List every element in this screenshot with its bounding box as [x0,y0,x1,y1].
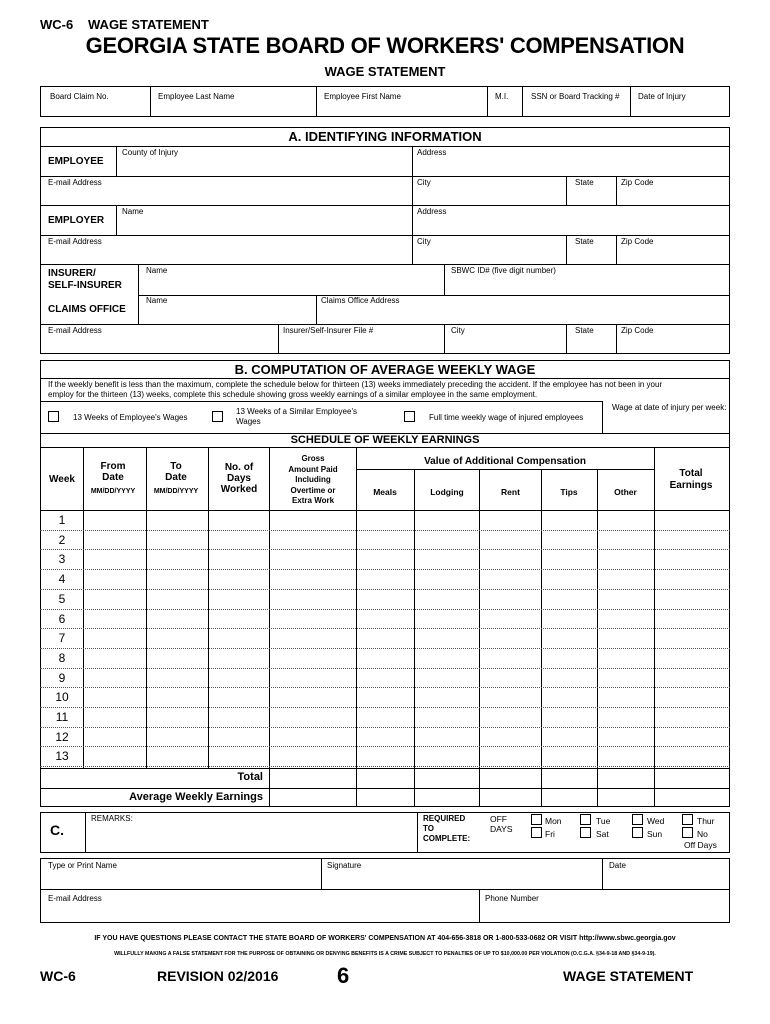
footer-title: WAGE STATEMENT [563,968,694,984]
date-of-injury-field[interactable]: Date of Injury [638,92,686,101]
fri-checkbox[interactable] [531,827,542,838]
signature-field[interactable]: Signature [327,861,362,870]
col-gross: Gross Amount Paid Including Overtime or Extra Work [288,454,338,505]
thur-label: Thur [697,816,715,826]
insurer-name-field[interactable]: Name [146,266,168,275]
week-number: 6 [58,611,66,626]
col-total-earnings: Total Earnings [669,468,713,491]
employer-address-field[interactable]: Address [417,207,447,216]
wage-at-injury-field[interactable]: Wage at date of injury per week: [612,403,727,412]
claims-city-field[interactable]: City [451,326,465,335]
opt-full-time-label: Full time weekly wage of injured employees [429,413,584,422]
false-statement-warning: WILLFULLY MAKING A FALSE STATEMENT FOR THE PURPOSE OF OBTAINING OR DENYING BENEFITS IS A CRIME SUBJECT TO PENALTIES OF UP TO $10,000.00 PER VIOLATION (O.C.G.A. §34-9-18 AND §34-9-19). [114,951,656,957]
wed-checkbox[interactable] [632,814,643,825]
section-b-title: B. COMPUTATION OF AVERAGE WEEKLY WAGE [234,362,536,377]
insurer-label: INSURER/ SELF-INSURER [48,268,122,291]
employer-city-field[interactable]: City [417,237,431,246]
mi-field[interactable]: M.I. [495,92,509,101]
week-number: 11 [55,710,69,724]
week-number: 10 [55,690,69,705]
table-row[interactable] [40,569,730,570]
sun-checkbox[interactable] [632,827,643,838]
week-number: 5 [58,591,66,606]
opt-full-time-checkbox[interactable] [404,411,415,422]
employee-address-field[interactable]: Address [417,148,447,157]
opt-similar-employee-checkbox[interactable] [212,411,223,422]
schedule-title: SCHEDULE OF WEEKLY EARNINGS [290,434,480,446]
table-row[interactable] [40,687,730,688]
mon-checkbox[interactable] [531,814,542,825]
claims-email-field[interactable]: E-mail Address [48,326,102,335]
employee-email-field[interactable]: E-mail Address [48,178,102,187]
week-number: 8 [58,650,66,665]
col-from: From Date [100,461,126,483]
sat-label: Sat [596,829,609,839]
section-b-instructions: If the weekly benefit is less than the maximum, complete the schedule below for thirteen (13) weeks immediately preceding the accident. If the employee has not been in your employ for the thirteen (13) weeks, complete this schedule showing gross weekly earnings of a similar employee in the same employment. [48,380,663,399]
board-claim-field[interactable]: Board Claim No. [50,92,109,101]
table-row[interactable] [40,707,730,708]
col-tips: Tips [560,487,578,497]
total-label: Total [237,771,263,783]
wed-label: Wed [647,816,665,826]
table-row[interactable] [40,727,730,728]
week-number: 2 [58,532,66,547]
agency-title: GEORGIA STATE BOARD OF WORKERS' COMPENSATION [85,33,685,58]
claims-office-address-field[interactable]: Claims Office Address [321,296,400,305]
employer-name-field[interactable]: Name [122,207,144,216]
claims-office-label: CLAIMS OFFICE [48,304,126,315]
insurer-file-field[interactable]: Insurer/Self-Insurer File # [283,326,374,335]
average-weekly-earnings-label: Average Weekly Earnings [129,791,263,803]
table-row[interactable] [40,668,730,669]
document-title: WAGE STATEMENT [324,64,446,79]
required-to-complete: REQUIRED TO COMPLETE: [423,814,471,843]
table-row[interactable] [40,589,730,590]
table-row[interactable] [40,648,730,649]
fri-label: Fri [545,829,555,839]
col-from-format: MM/DD/YYYY [90,488,136,495]
claims-state-field[interactable]: State [575,326,594,335]
employee-last-name-field[interactable]: Employee Last Name [158,92,235,101]
no-label: No [697,829,708,839]
tue-label: Tue [596,816,611,826]
employee-state-field[interactable]: State [575,178,594,187]
tue-checkbox[interactable] [580,814,591,825]
week-number: 12 [55,729,69,744]
col-to-format: MM/DD/YYYY [153,488,199,495]
sbwc-id-field[interactable]: SBWC ID# (five digit number) [451,266,556,275]
off-days-label: OFF DAYS [490,814,513,834]
table-row[interactable] [40,766,730,767]
contact-notice: IF YOU HAVE QUESTIONS PLEASE CONTACT THE STATE BOARD OF WORKERS' COMPENSATION AT 404-656-3818 OR 1-800-533-0682 OR VISIT http://www.sbwc.georgia.gov [94,935,676,942]
section-a-title: A. IDENTIFYING INFORMATION [288,129,482,144]
week-number: 4 [58,572,66,587]
type-name-field[interactable]: Type or Print Name [48,861,117,870]
footer-form-code: WC-6 [40,968,76,984]
signer-email-field[interactable]: E-mail Address [48,894,102,903]
sat-checkbox[interactable] [580,827,591,838]
mon-label: Mon [545,816,562,826]
opt-employee-wages-label: 13 Weeks of Employee's Wages [73,413,188,422]
employee-city-field[interactable]: City [417,178,431,187]
footer-revision: REVISION 02/2016 [157,968,279,984]
employer-zip-field[interactable]: Zip Code [621,237,654,246]
col-to: To Date [165,461,187,483]
sun-label: Sun [647,829,663,839]
thur-checkbox[interactable] [682,814,693,825]
employee-zip-field[interactable]: Zip Code [621,178,654,187]
employee-first-name-field[interactable]: Employee First Name [324,92,401,101]
col-days-worked: No. of Days Worked [220,462,258,495]
employer-email-field[interactable]: E-mail Address [48,237,102,246]
county-of-injury-field[interactable]: County of Injury [122,148,179,157]
opt-employee-wages-checkbox[interactable] [48,411,59,422]
table-row[interactable] [40,628,730,629]
claims-zip-field[interactable]: Zip Code [621,326,654,335]
col-lodging: Lodging [430,487,464,497]
week-number: 7 [58,631,66,646]
signature-date-field[interactable]: Date [609,861,626,870]
col-rent: Rent [501,487,520,497]
table-row[interactable] [40,530,730,531]
employer-state-field[interactable]: State [575,237,594,246]
off-days-suffix: Off Days [684,840,717,850]
phone-number-field[interactable]: Phone Number [485,894,539,903]
form-code: WC-6 [40,17,74,32]
claims-office-name-field[interactable]: Name [146,296,168,305]
section-c-letter: C. [50,822,64,838]
no-off-days-checkbox[interactable] [682,827,693,838]
table-row[interactable] [40,549,730,550]
col-additional-compensation: Value of Additional Compensation [424,456,586,467]
opt-similar-employee-label: 13 Weeks of a Similar Employee's Wages [236,407,357,426]
remarks-field[interactable]: REMARKS: [91,814,133,823]
employee-label: EMPLOYEE [48,156,104,167]
week-number: 3 [58,552,66,567]
table-row[interactable] [40,609,730,610]
form-label: WAGE STATEMENT [88,17,209,32]
col-week: Week [49,474,75,485]
col-meals: Meals [373,487,397,497]
week-number: 13 [55,749,69,764]
week-number: 1 [58,513,66,527]
col-other: Other [614,487,637,497]
footer-page-number: 6 [337,963,350,988]
ssn-field[interactable]: SSN or Board Tracking # [531,92,620,101]
employer-label: EMPLOYER [48,215,105,226]
week-number: 9 [58,670,66,685]
table-row[interactable] [40,746,730,747]
